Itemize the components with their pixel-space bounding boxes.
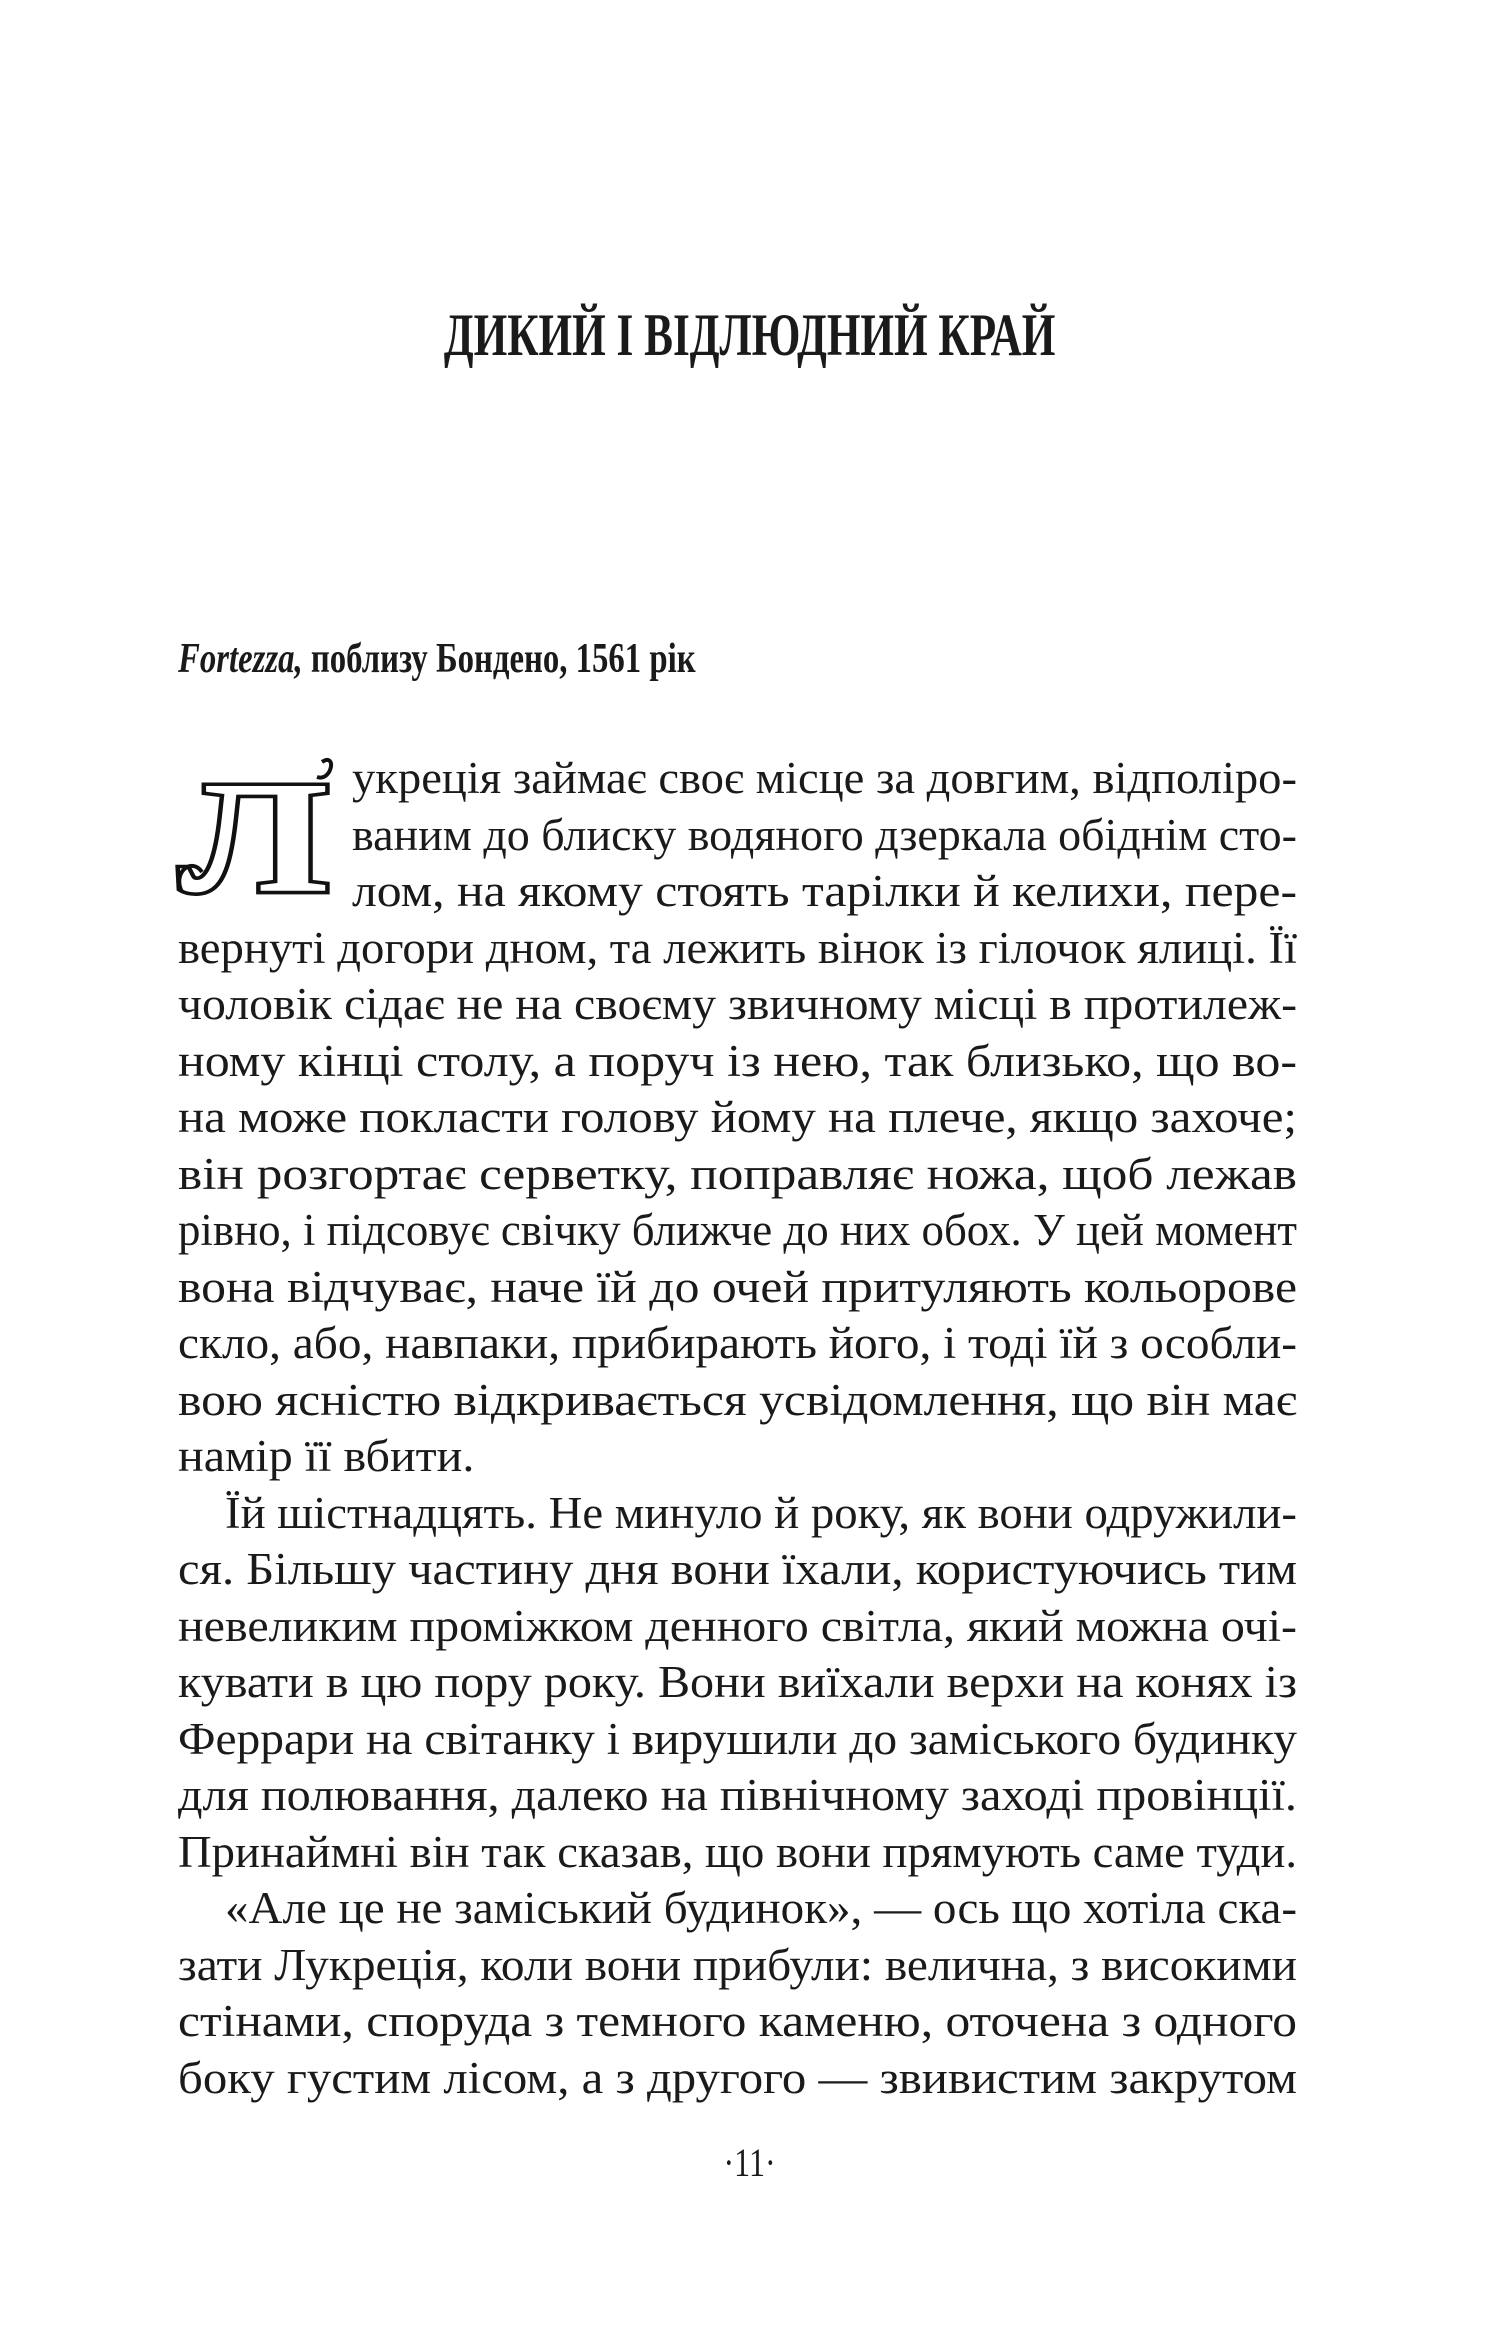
drop-cap-letter: Л [179, 749, 329, 902]
text-line [178, 750, 1297, 807]
text-line-content: ному кінці столу, а поруч із нею, так близько, що во- [178, 1035, 1297, 1086]
text-line [178, 1880, 1297, 1937]
text-line-content: кувати в цю пору року. Вони виїхали верхи на конях із [178, 1657, 1297, 1707]
text-line [178, 1033, 1297, 1090]
text-line [178, 1993, 1297, 2050]
text-line-content: ся. Більшу частину дня вони їхали, користуючись тим [178, 1544, 1297, 1594]
body-text [178, 750, 1297, 2106]
text-line [178, 1089, 1297, 1146]
text-line [178, 1202, 1297, 1259]
text-line-content: укреція займає своє місце за довгим, відполіро- [352, 753, 1297, 803]
text-line [178, 2050, 1297, 2107]
text-line-content: він розгортає серветку, поправляє ножа, щоб лежав [178, 1148, 1297, 1199]
text-line [178, 1146, 1297, 1203]
text-line [178, 1541, 1297, 1598]
text-line [178, 1259, 1297, 1316]
text-line [178, 920, 1297, 977]
text-line-content: «Але це не заміський будинок», — ось що хотіла ска- [225, 1883, 1297, 1933]
text-line-content: Принаймні він так сказав, що вони прямують саме туди. [178, 1826, 1297, 1877]
text-line-content: вона відчуває, наче їй до очей притуляють кольорове [178, 1261, 1297, 1312]
text-line [178, 976, 1297, 1033]
text-line [178, 1711, 1297, 1768]
text-line-content: скло, або, навпаки, прибирають його, і тоді їй з особли- [178, 1318, 1297, 1368]
text-line-content: вою ясністю відкривається усвідомлення, що він має [178, 1374, 1297, 1425]
text-line-content: боку густим лісом, а з другого — звивистим закрутом [178, 2052, 1297, 2103]
text-line-content: вернуті догори дном, та лежить вінок із гілочок ялиці. Її [178, 922, 1297, 973]
chapter-title: ДИКИЙ І ВІДЛЮДНИЙ КРАЙ [444, 302, 1056, 368]
text-line-content: лом, на якому стоять тарілки й келихи, пере- [352, 866, 1297, 916]
text-line [178, 1372, 1297, 1429]
text-line [178, 863, 1297, 920]
text-line [178, 1315, 1297, 1372]
subtitle-italic: Fortezza, [178, 636, 303, 682]
subtitle-text: поблизу Бондено, 1561 рік [302, 636, 696, 682]
text-line [178, 1428, 1297, 1485]
page-number: ·11· [723, 2140, 777, 2185]
text-line [178, 807, 1297, 864]
text-line-content: зати Лукреція, коли вони прибули: велична, з високими [178, 1939, 1297, 1990]
text-line-content: ваним до блиску водяного дзеркала обіднім сто- [352, 809, 1297, 860]
text-line-content: невеликим проміжком денного світла, який можна очі- [178, 1600, 1297, 1651]
text-line-content: чоловік сідає не на своєму звичному місці в протилеж- [178, 979, 1297, 1029]
text-line [178, 1767, 1297, 1824]
text-line-content: намір її вбити. [178, 1431, 475, 1481]
chapter-subtitle [178, 634, 696, 684]
text-line-content: на може покласти голову йому на плече, якщо захоче; [178, 1092, 1297, 1142]
text-line [178, 1824, 1297, 1881]
text-line [178, 1598, 1297, 1655]
text-line-content: рівно, і підсовує свічку ближче до них обох. У цей момент [178, 1205, 1297, 1255]
text-line-content: стінами, споруда з темного каменю, оточена з одного [178, 1996, 1297, 2046]
text-line [178, 1937, 1297, 1994]
text-line-content: Їй шістнадцять. Не минуло й року, як вони одружили- [225, 1487, 1297, 1538]
text-line-content: для полювання, далеко на північному заході провінції. [178, 1770, 1297, 1820]
text-line [178, 1654, 1297, 1711]
text-line-content: Феррари на світанку і вирушили до заміського будинку [178, 1713, 1297, 1764]
text-line [178, 1485, 1297, 1542]
